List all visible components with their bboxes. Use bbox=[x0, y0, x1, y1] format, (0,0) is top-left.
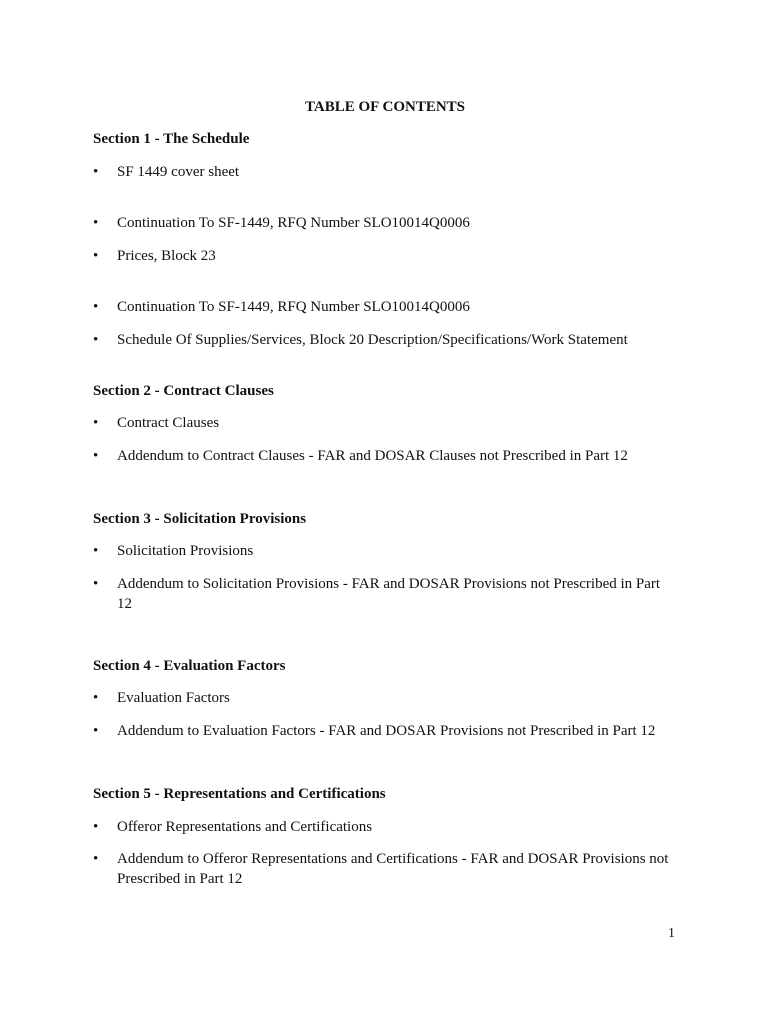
toc-item bbox=[93, 849, 675, 889]
bullet-icon: • bbox=[93, 723, 99, 739]
page-title: TABLE OF CONTENTS bbox=[304, 99, 466, 115]
toc-item-text: Addendum to Contract Clauses - FAR and DOSAR Clauses not Prescribed in Part 12 bbox=[117, 448, 628, 464]
toc-item-text: Contract Clauses bbox=[117, 415, 220, 431]
bullet-icon: • bbox=[93, 690, 99, 706]
toc-item bbox=[93, 688, 693, 708]
bullet-icon: • bbox=[93, 448, 99, 464]
toc-item-text: Prices, Block 23 bbox=[117, 248, 216, 264]
toc-item-text: Addendum to Solicitation Provisions - FAR and DOSAR Provisions not Prescribed in Part 12 bbox=[117, 576, 661, 612]
toc-item bbox=[93, 297, 693, 317]
section-heading-5: Section 5 - Representations and Certifications bbox=[93, 786, 386, 802]
toc-item-text: Solicitation Provisions bbox=[117, 543, 254, 559]
toc-item bbox=[93, 162, 693, 182]
toc-item-text: Continuation To SF-1449, RFQ Number SLO10014Q0006 bbox=[117, 215, 470, 231]
toc-item bbox=[93, 330, 693, 350]
bullet-icon: • bbox=[93, 576, 99, 592]
bullet-icon: • bbox=[93, 415, 99, 431]
section-heading-1: Section 1 - The Schedule bbox=[93, 131, 250, 147]
toc-item bbox=[93, 246, 693, 266]
toc-item bbox=[93, 213, 693, 233]
bullet-icon: • bbox=[93, 851, 99, 867]
toc-item-text: Offeror Representations and Certifications bbox=[117, 819, 373, 835]
bullet-icon: • bbox=[93, 332, 99, 348]
section-heading-3: Section 3 - Solicitation Provisions bbox=[93, 511, 307, 527]
toc-item-text: SF 1449 cover sheet bbox=[117, 164, 240, 180]
toc-item bbox=[93, 574, 663, 614]
toc-item-text: Continuation To SF-1449, RFQ Number SLO10014Q0006 bbox=[117, 299, 470, 315]
bullet-icon: • bbox=[93, 248, 99, 264]
toc-item-text: Evaluation Factors bbox=[117, 690, 230, 706]
bullet-icon: • bbox=[93, 543, 99, 559]
page-number: 1 bbox=[668, 926, 675, 941]
bullet-icon: • bbox=[93, 215, 99, 231]
toc-item bbox=[93, 541, 693, 561]
bullet-icon: • bbox=[93, 819, 99, 835]
section-heading-2: Section 2 - Contract Clauses bbox=[93, 383, 274, 399]
toc-item-text: Addendum to Evaluation Factors - FAR and DOSAR Provisions not Prescribed in Part 12 bbox=[117, 723, 656, 739]
toc-item bbox=[93, 721, 693, 741]
section-heading-4: Section 4 - Evaluation Factors bbox=[93, 658, 286, 674]
toc-item bbox=[93, 817, 693, 837]
toc-item bbox=[93, 413, 693, 433]
toc-item bbox=[93, 446, 693, 466]
toc-item-text: Addendum to Offeror Representations and Certifications - FAR and DOSAR Provisions not Prescribed in Part 12 bbox=[117, 851, 669, 887]
bullet-icon: • bbox=[93, 299, 99, 315]
toc-item-text: Schedule Of Supplies/Services, Block 20 Description/Specifications/Work Statement bbox=[117, 332, 628, 348]
bullet-icon: • bbox=[93, 164, 99, 180]
